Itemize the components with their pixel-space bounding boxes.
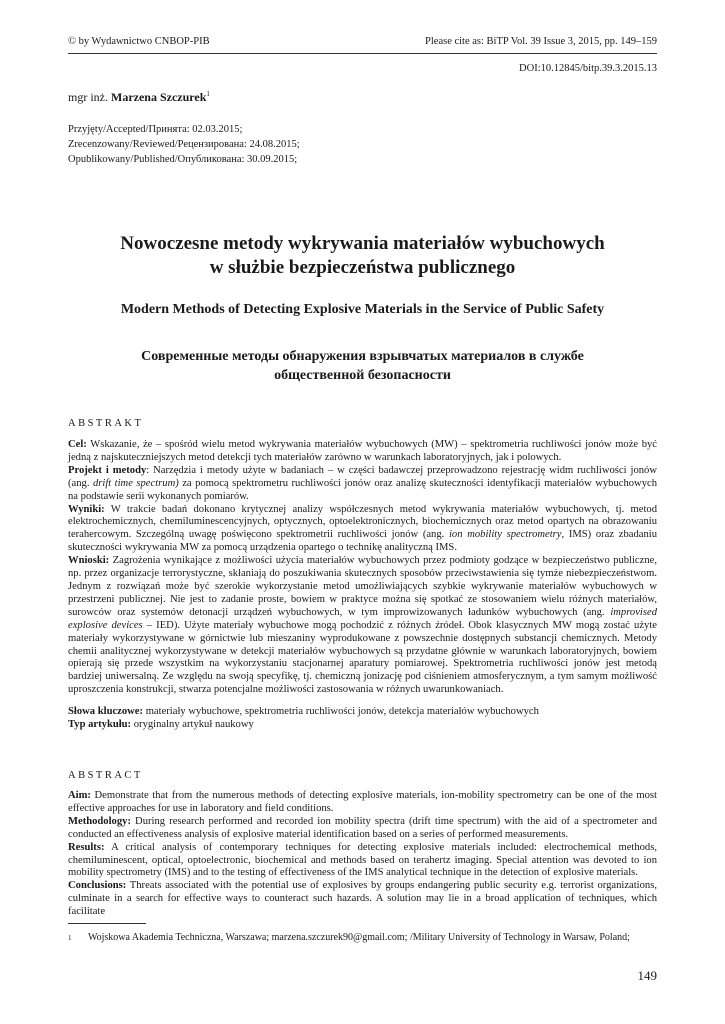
accepted-date: Przyjęty/Accepted/Принята: 02.03.2015; <box>68 124 243 135</box>
footnote <box>68 931 657 945</box>
text: – IED). Użyte materiały wybuchowe mogą pochodzić z różnych źródeł. Obok klasycznych MW mogą zostać użyte materiały wykorzystywane w górnictwie lub mieszaniny wyprodukowane z powszechnie dostępnych substancji chemicznych. Metody chemii analitycznej wykorzystywane w detekcji materiałów wybuchowych są przydatne głównie w warunkach laboratoryjnych, bowiem opierają się przede wszystkim na wykorzystaniu stacjonarnej aparatury pomiarowej. Spektrometria ruchliwości jonów jest metodą bardziej uniwersalną. Ze względu na swoją specyfikę, tj. chemiczną jonizację pod ciśnieniem atmosferycznym, a tym samym możliwość uproszczenia konstrukcji, stwarza potencjalne możliwości zastosowania w różnych uwarunkowaniach. <box>68 619 657 696</box>
title-russian-line-2: общественной безопасности <box>274 368 451 383</box>
text: materiały wybuchowe, spektrometria ruchliwości jonów, detekcja materiałów wybuchowych <box>143 706 539 718</box>
title-english: Modern Methods of Detecting Explosive Materials in the Service of Public Safety <box>120 302 605 317</box>
author-name: Marzena Szczurek <box>111 90 207 104</box>
title-polish-line-1: Nowoczesne metody wykrywania materiałów wybuchowych <box>120 233 605 254</box>
text: za pomocą spektrometru ruchliwości jonów oraz analizę skuteczności identyfikacji materiałów wybuchowych na podstawie serii wykonanych pomiarów. <box>68 477 657 502</box>
abstract-methodology <box>68 816 657 842</box>
abstract-aim <box>68 790 657 816</box>
abstract-results <box>68 842 657 881</box>
italic-term: improvised explosive devices <box>68 606 657 631</box>
abstrakt-body <box>68 439 657 732</box>
abstract-body <box>68 790 657 919</box>
text: , IMS) oraz zbadaniu skuteczności wykrywania MW za pomocą urządzenia opartego o technikę analityczną IMS. <box>68 529 657 554</box>
author-footnote-mark: 1 <box>206 90 210 98</box>
label: Methodology: <box>68 815 131 827</box>
text: W trakcie badań dokonano krytycznej analizy współczesnych metod wykrywania materiałów wybuchowych, tj. metod elektrochemicznych, chemiluminescencyjnych, optycznych, optoelektronicznych, biochemicznych oraz metod opartych na obrazowaniu terahercowym. Szczególną uwagę poświęcono spektrometrii ruchliwości jonów (ang. <box>68 503 657 541</box>
label: Results: <box>68 841 105 853</box>
text: Threats associated with the potential use of explosives by groups endangering public security e.g. terrorist organizations, culminate in a search for effective ways to counteract such hazards. A solution may lie in a broad application of techniques, which facilitate <box>68 880 657 918</box>
published-date: Opublikowany/Published/Опубликована: 30.09.2015; <box>68 154 298 165</box>
running-head <box>68 36 657 47</box>
footnote-rule <box>68 923 146 924</box>
label: Typ artykułu: <box>68 719 132 731</box>
doi: DOI:10.12845/bitp.39.3.2015.13 <box>519 63 657 74</box>
abstrakt-article-type <box>68 719 657 732</box>
label: Aim: <box>68 790 91 801</box>
text: Demonstrate that from the numerous methods of detecting explosive materials, ion-mobility spectrometry can be one of the most effective approaches for use in laboratory and field conditions. <box>68 790 657 814</box>
label: Conclusions: <box>68 880 127 892</box>
reviewed-date: Zrecenzowany/Reviewed/Рецензирована: 24.08.2015; <box>68 139 300 150</box>
label: Słowa kluczowe: <box>68 706 144 718</box>
title-polish-line-2: w służbie bezpieczeństwa publicznego <box>209 257 516 278</box>
footnote-mark: 1 <box>68 934 72 942</box>
italic-term: drift time spectrum) <box>92 477 179 489</box>
label: Projekt i metody <box>68 464 147 476</box>
abstract-conclusions <box>68 880 657 919</box>
abstrakt-results <box>68 504 657 556</box>
article-dates <box>68 122 300 167</box>
label: Cel: <box>68 439 87 450</box>
author-title: mgr inż. <box>68 90 108 104</box>
text: oryginalny artykuł naukowy <box>131 719 254 731</box>
title-russian-line-1: Современные методы обнаружения взрывчатых материалов в службе <box>141 349 584 364</box>
page-number: 149 <box>637 968 657 983</box>
text: During research performed and recorded ion mobility spectra (drift time spectrum) with the aid of a spectrometer and conducted an effectiveness analysis of explosive material identification based on a series of performed measurements. <box>68 815 657 840</box>
header-rule <box>68 53 657 54</box>
footnote-text: Wojskowa Akademia Techniczna, Warszawa; marzena.szczurek90@gmail.com; /Military University of Technology in Warsaw, Poland; <box>88 932 630 943</box>
label: Wnioski: <box>68 555 110 567</box>
text: Zagrożenia wynikające z możliwości użycia materiałów wybuchowych przez podmioty godzące w bezpieczeństwo publiczne, np. przez organizacje terrorystyczne, skłaniają do poszukiwania skutecznych sposobów przeciwstawienia się tymże niebezpieczeństwom. Jednym z rozwiązań może być szerokie wykorzystanie metod umożliwiających szybkie wykrywanie materiałów wybuchowych w przestrzeni publicznej. Nie jest to zadanie proste, bowiem w praktyce można się spotkać ze stosowaniem wielu różnych materiałów, surowców oraz systemów detonacji urządzeń wybuchowych, w tym improwizowanych ładunków wybuchowych (ang. <box>68 555 657 618</box>
title-russian <box>68 347 657 385</box>
text: Wskazanie, że – spośród wielu metod wykrywania materiałów wybuchowych (MW) – spektrometria ruchliwości jonów może być jedną z najskuteczniejszych metod detekcji tych materiałów zarówno w warunkach laboratoryjnych, jak i polowych. <box>68 439 657 463</box>
label: Wyniki: <box>68 503 105 515</box>
abstrakt-methods <box>68 465 657 504</box>
text: : Narzędzia i metody użyte w badaniach – w części badawczej przeprowadzono rejestrację widm ruchliwości jonów (ang. <box>68 464 657 489</box>
publisher-copyright: © by Wydawnictwo CNBOP-PIB <box>68 36 210 47</box>
abstrakt-conclusions <box>68 555 657 697</box>
text: A critical analysis of contemporary techniques for detecting explosive materials included: electrochemical methods, chemiluminescent, optical, optoelectronic, biochemical and methods based on terahertz imaging. Special attention was devoted to ion mobility spectrometry (IMS) and to the testing of effectiveness of the IMS analytical technique in the detection of explosive materials. <box>68 841 657 879</box>
citation-note: Please cite as: BiTP Vol. 39 Issue 3, 2015, pp. 149–159 <box>425 36 657 47</box>
title-polish <box>68 232 657 280</box>
italic-term: ion mobility spectrometry <box>448 529 562 541</box>
abstrakt-aim <box>68 439 657 465</box>
abstrakt-keywords <box>68 706 657 719</box>
abstract-heading: ABSTRACT <box>68 770 143 781</box>
abstrakt-heading: ABSTRAKT <box>68 418 144 429</box>
author-line <box>68 90 210 105</box>
